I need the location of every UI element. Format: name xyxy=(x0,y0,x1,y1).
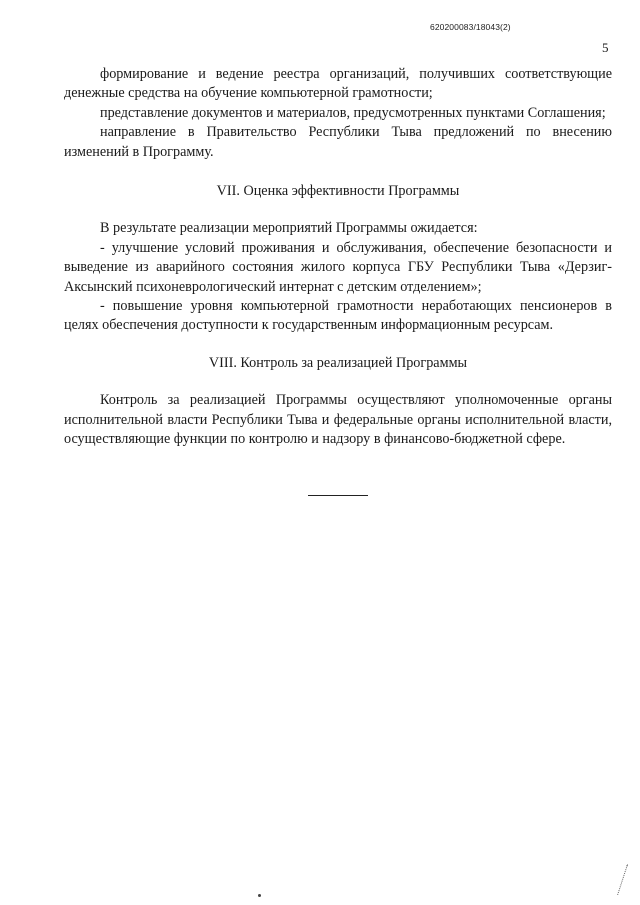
scan-artifact-mark xyxy=(617,864,630,895)
paragraph-control: Контроль за реализацией Программы осуществляют уполномоченные органы исполнительной власти Республики Тыва и федеральные органы исполнительной власти, осуществляющие функции по контролю и надзору в финансово-бюджетной сфере. xyxy=(64,392,612,448)
document-body xyxy=(64,65,612,450)
document-code: 620200083/18043(2) xyxy=(430,22,511,32)
paragraph-computer-literacy: - повышение уровня компьютерной грамотности неработающих пенсионеров в целях обеспечения доступности к государственным информационным ресурсам. xyxy=(64,298,612,334)
paragraph-documents: представление документов и материалов, предусмотренных пунктами Соглашения; xyxy=(100,104,606,121)
end-of-document-rule xyxy=(308,495,368,496)
paragraph-expected-results: В результате реализации мероприятий Программы ожидается: xyxy=(100,220,478,237)
paragraph-living-conditions: - улучшение условий проживания и обслуживания, обеспечение безопасности и выведение из аварийного состояния жилого корпуса ГБУ Республики Тыва «Дерзиг-Аксынский психоневрологический интернат с детским отделением»; xyxy=(64,239,612,295)
paragraph-proposals: направление в Правительство Республики Тыва предложений по внесению изменений в Программу. xyxy=(64,124,612,160)
scan-artifact-dot xyxy=(258,894,261,897)
paragraph-registry: формирование и ведение реестра организаций, получивших соответствующие денежные средства на обучение компьютерной грамотности; xyxy=(64,66,612,102)
section-heading-evaluation: VII. Оценка эффективности Программы xyxy=(216,183,460,200)
page-number: 5 xyxy=(602,40,609,55)
section-heading-control: VIII. Контроль за реализацией Программы xyxy=(208,354,468,371)
